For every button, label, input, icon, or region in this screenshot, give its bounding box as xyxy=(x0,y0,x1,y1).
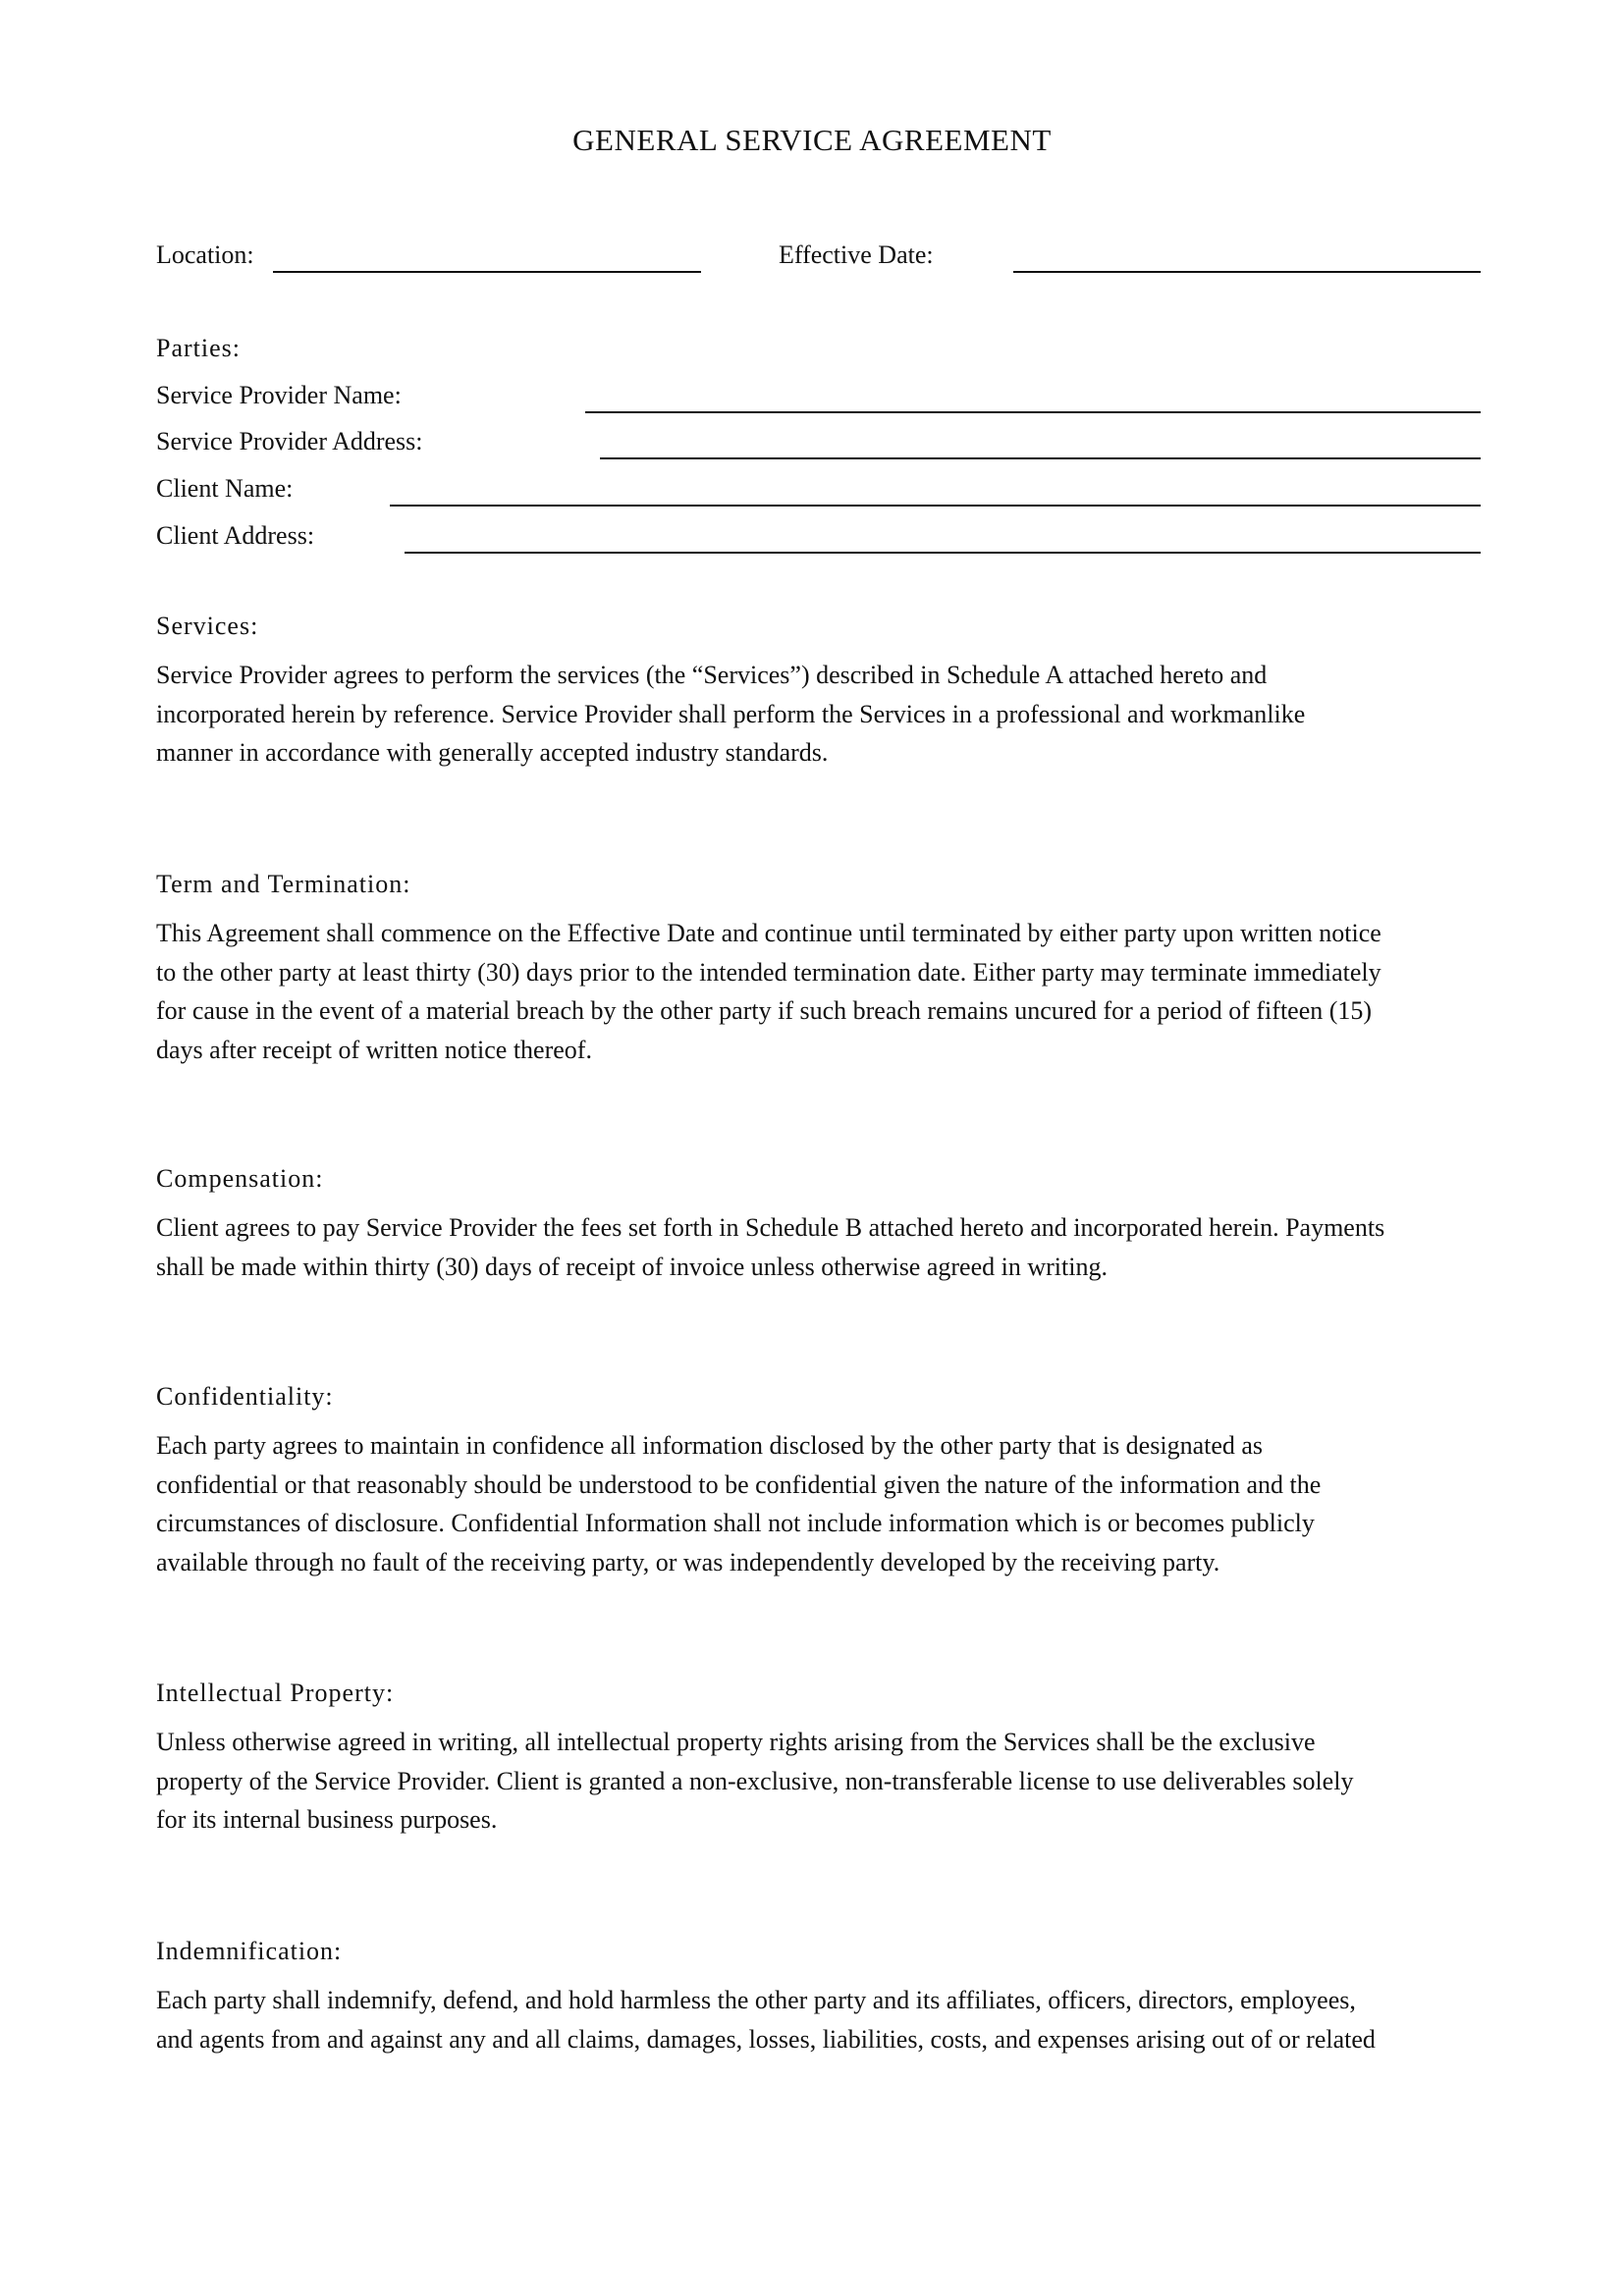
paragraph-line: This Agreement shall commence on the Effective Date and continue until terminated by either party upon written notice xyxy=(156,919,1381,947)
paragraph-line: confidential or that reasonably should be understood to be confidential given the nature of the information and the xyxy=(156,1469,1322,1499)
client-name-field[interactable] xyxy=(390,505,1481,507)
location-label: Location: xyxy=(156,240,254,269)
services-paragraph xyxy=(156,656,1489,773)
service-provider-address-label: Service Provider Address: xyxy=(156,427,423,455)
paragraph-line: property of the Service Provider. Client is granted a non-exclusive, non-transferable license to use deliverables solely xyxy=(156,1766,1354,1795)
paragraph-line: to the other party at least thirty (30) days prior to the intended termination date. Either party may terminate immediately xyxy=(156,957,1381,987)
services-heading: Services: xyxy=(156,612,259,640)
effective-date-field[interactable] xyxy=(1013,271,1481,273)
paragraph-line: Client agrees to pay Service Provider the fees set forth in Schedule B attached hereto and incorporated herein. Payments xyxy=(156,1213,1385,1242)
paragraph-line: for its internal business purposes. xyxy=(156,1805,498,1834)
paragraph-line: for cause in the event of a material breach by the other party if such breach remains uncured for a period of fifteen (15) xyxy=(156,996,1373,1025)
service-provider-name-label: Service Provider Name: xyxy=(156,381,402,409)
term-termination-paragraph xyxy=(156,914,1489,1069)
paragraph-line: Each party shall indemnify, defend, and hold harmless the other party and its affiliates, officers, directors, employees, xyxy=(156,1986,1356,2014)
term-termination-heading: Term and Termination: xyxy=(156,870,411,898)
paragraph-line: Each party agrees to maintain in confidence all information disclosed by the other party that is designated as xyxy=(156,1431,1264,1460)
service-provider-name-field[interactable] xyxy=(585,411,1481,413)
indemnification-paragraph xyxy=(156,1981,1489,2058)
service-provider-address-field[interactable] xyxy=(600,457,1481,459)
indemnification-heading: Indemnification: xyxy=(156,1937,343,1965)
paragraph-line: days after receipt of written notice thereof. xyxy=(156,1035,592,1064)
client-name-label: Client Name: xyxy=(156,474,294,503)
intellectual-property-paragraph xyxy=(156,1723,1489,1840)
client-address-label: Client Address: xyxy=(156,521,315,550)
document-title: GENERAL SERVICE AGREEMENT xyxy=(572,123,1052,157)
paragraph-line: shall be made within thirty (30) days of receipt of invoice unless otherwise agreed in writing. xyxy=(156,1252,1108,1281)
client-address-field[interactable] xyxy=(405,552,1481,554)
compensation-heading: Compensation: xyxy=(156,1164,324,1193)
paragraph-line: Unless otherwise agreed in writing, all intellectual property rights arising from the Services shall be the exclusive xyxy=(156,1728,1316,1756)
compensation-paragraph xyxy=(156,1208,1489,1286)
location-field[interactable] xyxy=(273,271,701,273)
paragraph-line: circumstances of disclosure. Confidential Information shall not include information which is or becomes publicly xyxy=(156,1509,1315,1537)
paragraph-line: manner in accordance with generally accepted industry standards. xyxy=(156,738,829,767)
confidentiality-heading: Confidentiality: xyxy=(156,1382,334,1411)
paragraph-line: Service Provider agrees to perform the services (the “Services”) described in Schedule A attached hereto and xyxy=(156,661,1268,689)
effective-date-label: Effective Date: xyxy=(779,240,934,269)
paragraph-line: and agents from and against any and all claims, damages, losses, liabilities, costs, and expenses arising out of or related xyxy=(156,2024,1376,2054)
confidentiality-paragraph xyxy=(156,1426,1489,1581)
intellectual-property-heading: Intellectual Property: xyxy=(156,1679,395,1707)
parties-heading: Parties: xyxy=(156,334,241,362)
paragraph-line: available through no fault of the receiving party, or was independently developed by the receiving party. xyxy=(156,1547,1220,1576)
paragraph-line: incorporated herein by reference. Service Provider shall perform the Services in a professional and workmanlike xyxy=(156,699,1306,728)
